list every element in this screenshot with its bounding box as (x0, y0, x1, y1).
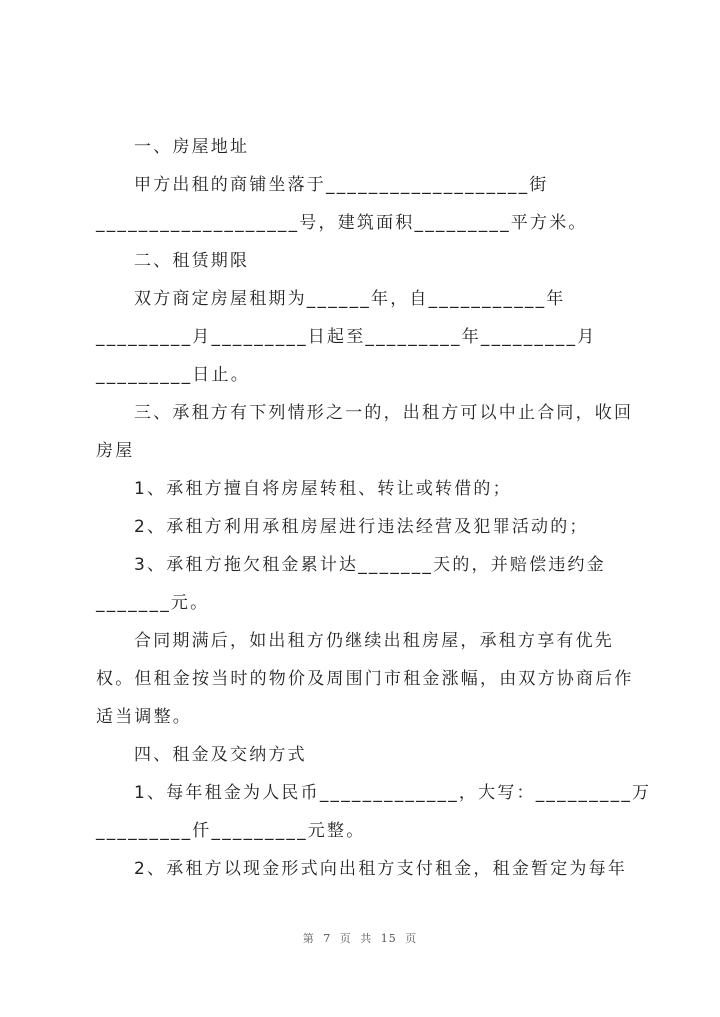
section-heading-lease-term: 二、租赁期限 (134, 251, 250, 271)
paragraph-line: 权。但租金按当时的物价及周围门市租金涨幅，由双方协商后作 (96, 669, 634, 689)
list-item: 3、承租方拖欠租金累计达_______天的，并赔偿违约金 (134, 555, 606, 575)
paragraph-line: 合同期满后，如出租方仍继续出租房屋，承租方享有优先 (134, 631, 614, 651)
list-item: 2、承租方以现金形式向出租方支付租金，租金暂定为每年 (134, 859, 628, 879)
section-heading-rent-payment: 四、租金及交纳方式 (134, 745, 307, 765)
paragraph-line: _________日止。 (96, 365, 250, 385)
list-item: 1、承租方擅自将房屋转租、转让或转借的； (134, 479, 512, 499)
paragraph-line: 双方商定房屋租期为______年，自___________年 (134, 289, 566, 309)
paragraph-line: ___________________号，建筑面积_________平方米。 (96, 213, 588, 233)
paragraph-line: 甲方出租的商铺坐落于___________________街 (134, 175, 549, 195)
paragraph-line: _______元。 (96, 593, 210, 613)
paragraph-line: 房屋 (96, 441, 135, 461)
paragraph-line: _________月_________日起至_________年_________月 (96, 327, 597, 347)
paragraph-line: _________仟_________元整。 (96, 821, 366, 841)
section-heading-termination: 三、承租方有下列情形之一的，出租方可以中止合同，收回 (134, 403, 634, 423)
list-item: 1、每年租金为人民币_____________，大写：_________万 (134, 783, 652, 803)
page-number-footer: 第 7 页 共 15 页 (302, 932, 418, 945)
paragraph-line: 适当调整。 (96, 707, 192, 727)
section-heading-address: 一、房屋地址 (134, 137, 250, 157)
list-item: 2、承租方利用承租房屋进行违法经营及犯罪活动的； (134, 517, 589, 537)
